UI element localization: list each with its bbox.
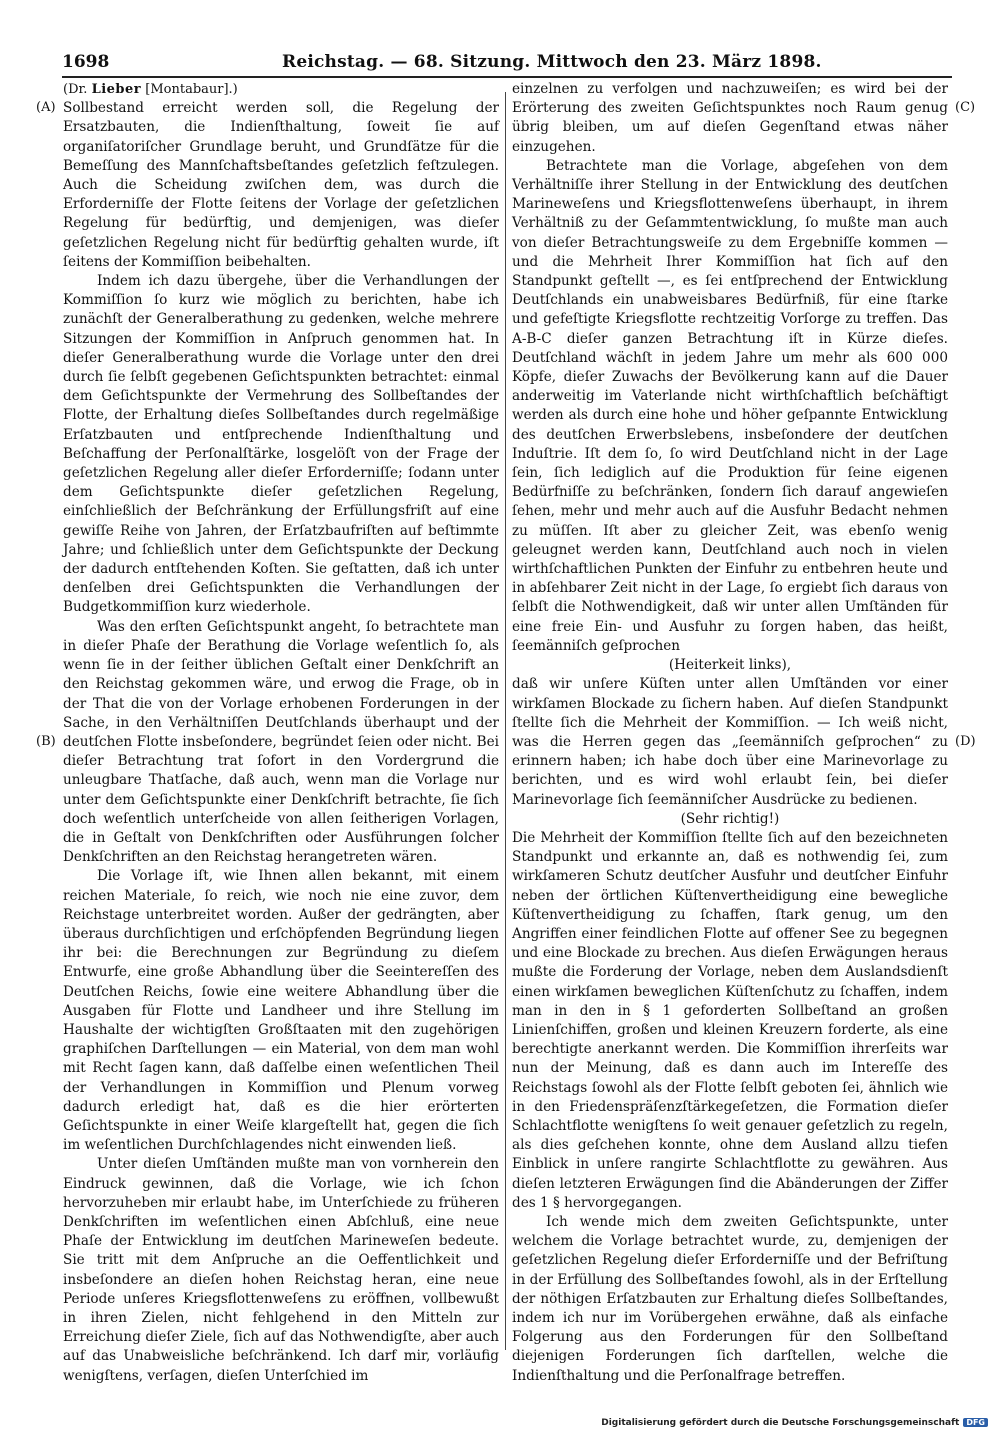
footer: [601, 1418, 988, 1428]
footer-text: Digitalisierung gefördert durch die Deutsche Forschungsgemeinschaft: [601, 1418, 960, 1428]
dfg-logo: DFG: [963, 1418, 988, 1427]
paragraph: Ich wende mich dem zweiten Geſichtspunkte, unter welchem die Vorlage betrachtet wurde, zu, demjenigen der geſetzlichen Regelung dieſer Erforderniſſe und der Befriſtung in der Erfüllung des Sollbeſtandes ſowohl, als in der Erſtellung der nöthigen Erſatzbauten zur Erhaltung dieſes Sollbeſtandes, indem ich nur im Vorübergehen erwähne, daß als einfache Folgerung aus den Forderungen für den Sollbeſtand diejenigen Forderungen ſich darſtellen, welche die Indienſthaltung und die Perſonalfrage betreffen.: [512, 1213, 948, 1384]
paragraph: Was den erſten Geſichtspunkt angeht, ſo betrachtete man in dieſer Phaſe der Berathung die Vorlage weſentlich ſo, als wenn ſie in der ſeither üblichen Geſtalt einer Denkſchrift an den Reichstag gekommen wäre, und erwog die Frage, ob in der That die von der Vorlage erhobenen Forderungen in der Sache, in den Verhältniſſen Deutſchlands überhaupt und der deutſchen Flotte insbeſondere, begründet ſeien oder nicht. Bei dieſer Betrachtung trat ſofort in den Vordergrund die unleugbare Thatſache, daß auch, wenn man die Vorlage nur unter dem Geſichtspunkte einer Denkſchrift betrachte, ſie ſich doch weſentlich unterſcheide von allen ſeitherigen Vorlagen, die in Geſtalt von Denkſchriften oder Ausführungen ſolcher Denkſchriften an den Reichstag herangetreten wären.: [63, 618, 499, 866]
margin-marker-d: (D): [955, 734, 976, 749]
left-column: [63, 80, 499, 1386]
speaker-prefix: (Dr.: [63, 82, 88, 97]
paragraph: Betrachtete man die Vorlage, abgeſehen von dem Verhältniſſe ihrer Stellung in der Entwicklung des deutſchen Marineweſens und Kriegsflottenweſens überhaupt, in ihrem Verhältniß zu der Geſammtentwicklung, ſo mußte man auch von dieſer Betrachtungsweiſe zu dem Ergebniſſe kommen — und die Mehrheit Ihrer Kommiſſion hat ſich auf den Standpunkt geſtellt —, es ſei entſprechend der Entwicklung Deutſchlands ein unabweisbares Bedürfniß, für eine ſtarke und gefeſtigte Kriegsflotte rechtzeitig Vorſorge zu treffen. Das A-B-C dieſer ganzen Betrachtung iſt in Kürze dieſes. Deutſchland wächſt in jedem Jahre um mehr als 600 000 Köpfe, dieſer Zuwachs der Bevölkerung kann auf die Dauer anderweitig im Vaterlande nicht wirthſchaftlich beſchäftigt werden als durch eine hohe und höher geſpannte Entwicklung des deutſchen Erwerbslebens, insbeſondere der deutſchen Induſtrie. Iſt dem ſo, ſo wird Deutſchland nicht in der Lage ſein, ſich lediglich auf die Produktion für ſeine eigenen Bedürfniſſe zu beſchränken, ſondern ſich darauf angewieſen ſehen, mehr und mehr auch auf die Ausfuhr Bedacht nehmen zu müſſen. Iſt aber zu gleicher Zeit, was ebenſo wenig geleugnet werden kann, Deutſchland auch noch in vielen wirthſchaftlichen Punkten der Einfuhr zu entbehren heute und in abſehbarer Zeit nicht in der Lage, ſo ergiebt ſich daraus von ſelbſt die Nothwendigkeit, daß wir unter allen Umſtänden für eine freie Ein- und Ausfuhr zu ſorgen haben, das heißt, ſeemänniſch geſprochen: [512, 157, 948, 654]
paragraph: Indem ich dazu übergehe, über die Verhandlungen der Kommiſſion ſo kurz wie möglich zu berichten, habe ich zunächſt der Generalberathung zu gedenken, welche mehrere Sitzungen der Kommiſſion in Anſpruch genommen hat. In dieſer Generalberathung wurde die Vorlage unter den drei durch ſie ſelbſt gegebenen Geſichtspunkten betrachtet: einmal dem Geſichtspunkte der Vermehrung des Sollbeſtandes der Flotte, der Erhaltung dieſes Sollbeſtandes durch regelmäßige Erſatzbauten und entſprechende Indienſthaltung und Beſchaffung der Perſonalſtärke, losgelöſt von der Frage der geſetzlichen Regelung aller dieſer Erforderniſſe; ſodann unter dem Geſichtspunkte dieſer geſetzlichen Regelung, einſchließlich der Beſchränkung der Erfüllungsfriſt auf eine gewiſſe Reihe von Jahren, der Erſatzbaufriſten auf beſtimmte Jahre; und ſchließlich unter dem Geſichtspunkte der Deckung der dadurch entſtehenden Koſten. Sie geſtatten, daß ich unter denſelben drei Geſichtspunkten die Verhandlungen der Budgetkommiſſion kurz wiederhole.: [63, 273, 499, 616]
margin-marker-b: (B): [36, 734, 56, 749]
interjection: (Sehr richtig!): [680, 810, 780, 827]
margin-marker-a: (A): [36, 100, 56, 115]
paragraph: Sollbestand erreicht werden soll, die Regelung der Ersatzbauten, die Indienſthaltung, ſoweit ſie auf organiſatoriſcher Grundlage beruht, und Grundſätze für die Bemeſſung des Mannſchaftsbeſtandes geſetzlich feſtzulegen. Auch die Scheidung zwiſchen dem, was durch die Erforderniſſe der Flotte ſeitens der Vorlage der geſetzlichen Regelung für bedürftig, und demjenigen, was dieſer geſetzlichen Regelung nicht für bedürftig gehalten wurde, iſt ſeitens der Kommiſſion beibehalten.: [63, 100, 499, 270]
page-header: [62, 48, 952, 74]
speaker-suffix: [Montabaur].): [145, 82, 238, 97]
paragraph: Die Mehrheit der Kommiſſion ſtellte ſich auf den bezeichneten Standpunkt und erkannte an, daß es nothwendig ſei, zum wirkſameren Schutz deutſcher Ausfuhr und deutſcher Einfuhr neben der örtlichen Küſtenvertheidigung eine bewegliche Küſtenvertheidigung zu ſchaffen, ſtark genug, um den Angriffen einer feindlichen Flotte auf offener See zu begegnen und eine Blockade zu brechen. Aus dieſen Erwägungen heraus mußte die Forderung der Vorlage, neben dem Auslandsdienſt einen wirkſamen beweglichen Küſtenſchutz zu ſchaffen, indem man in den in § 1 geforderten Sollbeſtand an großen Linienſchiffen, großen und kleinen Kreuzern forderte, als eine berechtigte anerkannt werden. Die Kommiſſion ihrerſeits war nun der Meinung, daß es dann auch im Intereſſe des Reichstags ſowohl als der Flotte ſelbſt geboten ſei, ähnlich wie in den Friedenspräſenzſtärkegeſetzen, die Formation dieſer Schlachtflotte wenigſtens ſo weit genauer geſetzlich zu regeln, als dies geſchehen konnte, ohne dem Ausland allzu tiefen Einblick in unſere rangirte Schlachtflotte zu gewähren. Aus dieſen letzteren Erwägungen ſind die Abänderungen der Ziffer des 1 § hervorgegangen.: [512, 829, 948, 1211]
paragraph: daß wir unſere Küſten unter allen Umſtänden vor einer wirkſamen Blockade zu ſichern haben. Auf dieſen Standpunkt ſtellte ſich die Mehrheit der Kommiſſion. — Ich weiß nicht, was die Herren gegen das „ſeemänniſch geſprochen“ zu erinnern haben; ich habe doch über eine Marinevorlage zu berichten, und es wird wohl erlaubt ſein, bei dieſer Marinevorlage ſich ſeemänniſcher Ausdrücke zu bedienen.: [512, 676, 948, 808]
speaker-name: Lieber: [91, 82, 142, 97]
speaker-line: [63, 80, 499, 99]
paragraph: einzelnen zu verfolgen und nachzuweiſen; es wird bei der Erörterung des zweiten Geſichtspunktes noch Raum genug übrig bleiben, um auf dieſen Gegenſtand etwas näher einzugehen.: [512, 81, 948, 155]
paragraph: Die Vorlage iſt, wie Ihnen allen bekannt, mit einem reichen Materiale, ſo reich, wie noch nie eine zuvor, dem Reichstage unterbreitet worden. Außer der gedrängten, aber überaus durchſichtigen und erſchöpfenden Begründung liegen ihr bei: die Berechnungen zur Begründung zu dieſem Entwurfe, eine große Abhandlung über die Seeintereſſen des Deutſchen Reichs, ſowie eine weitere Abhandlung über die Ausgaben für Flotte und Landheer und ihre Stellung im Haushalte der wichtigſten Großſtaaten mit den zugehörigen graphiſchen Darſtellungen — ein Material, von dem man wohl mit Recht ſagen kann, daß daſſelbe einen weſentlichen Theil der Verhandlungen in Kommiſſion und Plenum vorweg dadurch erledigt hat, daß es die hier erörterten Geſichtspunkte in einer Weiſe klargeſtellt hat, gegen die ſich im weſentlichen Durchſchlagendes nicht einwenden ließ.: [63, 868, 499, 1154]
interjection: (Heiterkeit links),: [668, 657, 792, 674]
right-column: [512, 80, 948, 1386]
paragraph: Unter dieſen Umſtänden mußte man von vornherein den Eindruck gewinnen, daß die Vorlage, wie ich ſchon hervorzuheben mir erlaubt habe, im Unterſchiede zu früheren Denkſchriften im weſentlichen einen Abſchluß, eine neue Phaſe der Entwicklung im deutſchen Marineweſen bedeute. Sie tritt mit dem Anſpruche an die Oeffentlichkeit und insbeſondere an dieſen hohen Reichstag heran, eine neue Periode unſeres Kriegsflottenweſens zu eröffnen, vollbewußt in ihren Zielen, nicht fehlgehend in den Mitteln zur Erreichung dieſer Ziele, ſich auf das Nothwendigſte, aber auch auf das Unabweisliche beſchränkend. Ich darf mir, vorläufig wenigſtens, verſagen, dieſen Unterſchied im: [63, 1156, 499, 1384]
page-number: 1698: [62, 52, 110, 72]
header-rule: [62, 76, 952, 78]
margin-marker-c: (C): [955, 100, 976, 115]
page-title: Reichstag. — 68. Sitzung. Mittwoch den 23. März 1898.: [282, 52, 822, 72]
column-separator: [505, 92, 506, 1350]
